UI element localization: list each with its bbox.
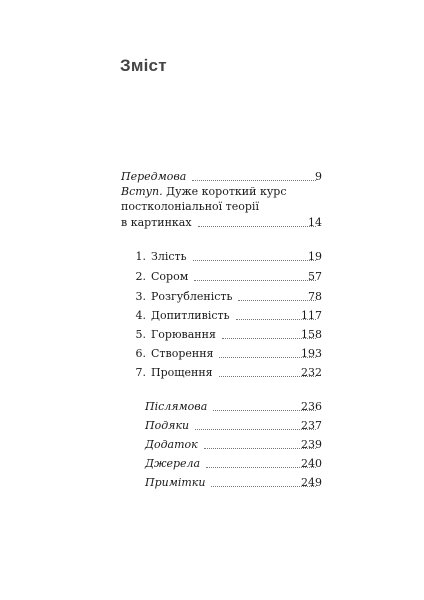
toc-entry-label: Злість (151, 250, 187, 263)
toc-entry-label: Подяки (145, 419, 190, 432)
chapter-number: 2. (135, 270, 146, 283)
toc-page-number: 232 (301, 366, 322, 379)
intro-line-1 (121, 185, 287, 200)
toc-page-number: 239 (301, 438, 322, 451)
toc-entry-appendix[interactable] (0, 436, 424, 454)
toc-entry-label: Горювання (151, 328, 216, 341)
chapter-number: 5. (135, 328, 146, 341)
toc-entry-label: Створення (151, 347, 214, 360)
toc-page-number: 19 (308, 250, 322, 263)
toc-entry-label: Сором (151, 270, 189, 283)
toc-page-number: 78 (308, 290, 322, 303)
page-title: Зміст (120, 56, 167, 75)
toc-entry-label: Джерела (145, 457, 201, 470)
toc-entry-label: Примітки (145, 476, 206, 489)
toc-entry-afterword[interactable] (0, 398, 424, 416)
toc-entry-chapter-2[interactable] (0, 268, 424, 286)
toc-page-number: 193 (301, 347, 322, 360)
toc-entry-label: Прощення (151, 366, 213, 379)
toc-entry-label: Розгубленість (151, 290, 233, 303)
toc-page-number: 249 (301, 476, 322, 489)
toc-entry-chapter-1[interactable] (0, 248, 424, 266)
toc-page-number: 57 (308, 270, 322, 283)
chapter-number: 6. (135, 347, 146, 360)
toc-entry-label: Післямова (145, 400, 208, 413)
toc-page-number: 158 (301, 328, 322, 341)
toc-entry-label: Передмова (121, 170, 187, 183)
intro-label-rest: Дуже короткий курс (162, 185, 287, 198)
toc-entry-chapter-3[interactable] (0, 288, 424, 306)
intro-line-3: в картинках (121, 216, 192, 229)
toc-entry-chapter-7[interactable] (0, 364, 424, 382)
toc-entry-chapter-4[interactable] (0, 307, 424, 325)
toc-page-number: 14 (308, 216, 322, 229)
toc-page-number: 236 (301, 400, 322, 413)
toc-entry-label: Допитливість (151, 309, 230, 322)
toc-page-number: 237 (301, 419, 322, 432)
toc-entry-intro[interactable] (121, 185, 287, 214)
toc-entry-preface[interactable] (0, 168, 424, 186)
toc-entry-sources[interactable] (0, 455, 424, 473)
toc-entry-label: Додаток (145, 438, 198, 451)
chapter-number: 1. (135, 250, 146, 263)
toc-page-number: 9 (315, 170, 322, 183)
intro-label-italic: Вступ. (121, 185, 163, 198)
toc-entry-chapter-6[interactable] (0, 345, 424, 363)
toc-entry-chapter-5[interactable] (0, 326, 424, 344)
chapter-number: 4. (135, 309, 146, 322)
toc-entry-acknowledgements[interactable] (0, 417, 424, 435)
toc-entry-intro-last-line[interactable] (0, 214, 424, 232)
chapter-number: 7. (135, 366, 146, 379)
toc-page-number: 240 (301, 457, 322, 470)
chapter-number: 3. (135, 290, 146, 303)
toc-page-number: 117 (301, 309, 322, 322)
toc-entry-notes[interactable] (0, 474, 424, 492)
intro-line-2: постколоніальної теорії (121, 199, 259, 213)
